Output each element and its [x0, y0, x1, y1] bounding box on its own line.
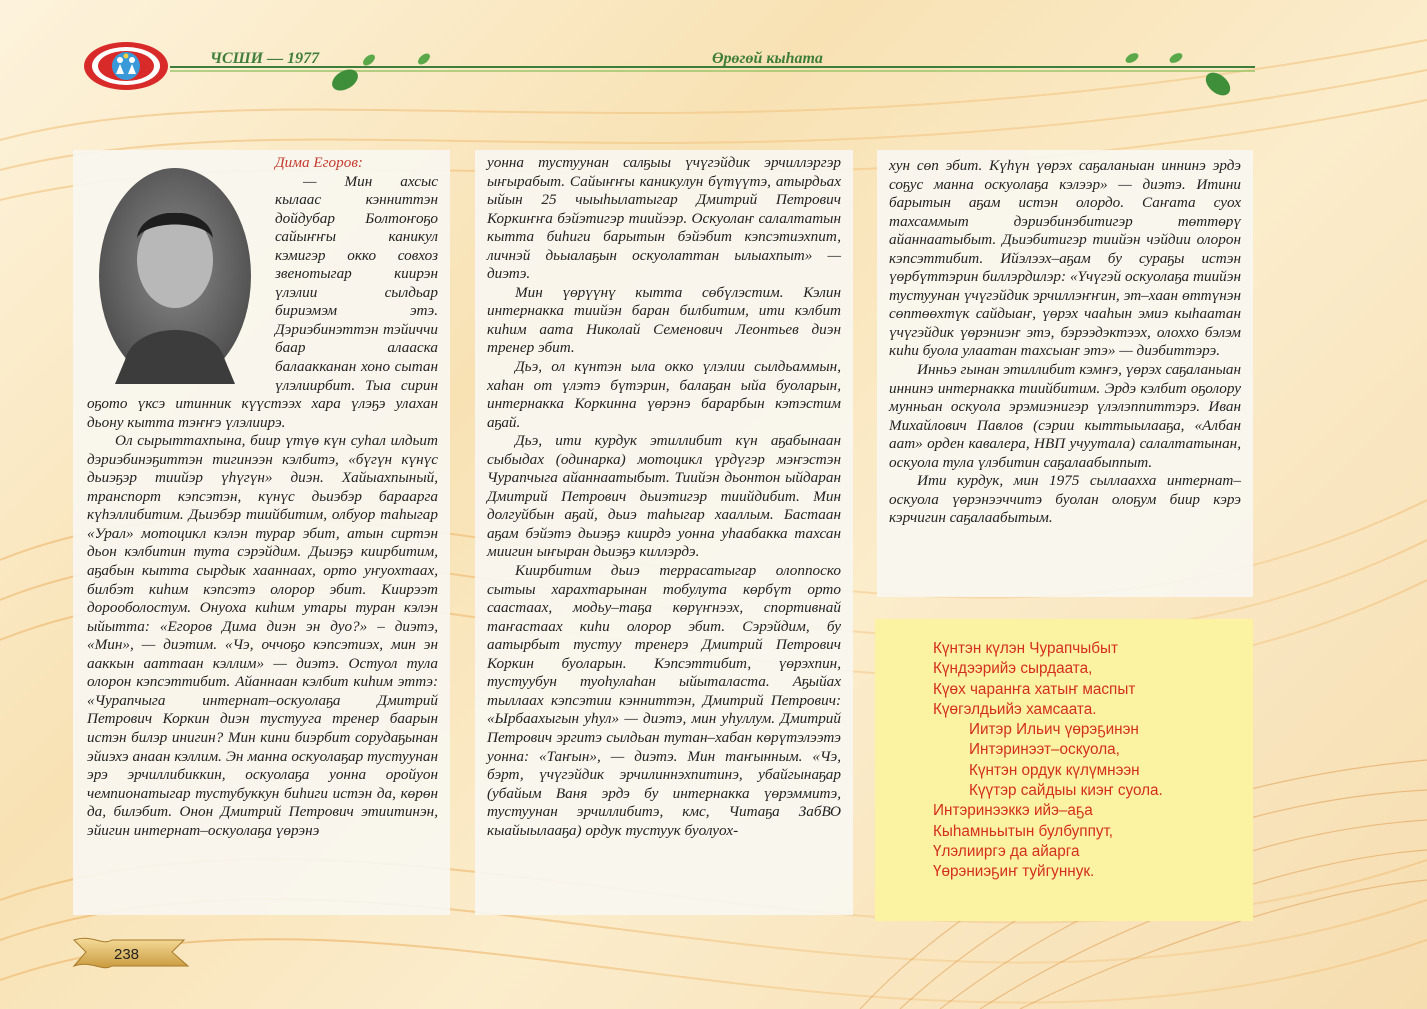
portrait-photo — [85, 160, 265, 392]
poem-line: Күөх чаранҥа хатыҥ маспыт — [933, 680, 1136, 698]
page-header — [0, 0, 1427, 110]
article-paragraph: Киирбитим дьиэ террасатыгар олоппоско сытыы харахтарынан тобулута көрбүт орто саастаах, модьу–таҕа көрүҥнээх, спортивнай таҥастаах киһи олорор эбит. Сэрэйдим, бу аатырбыт тустуу тренерэ Дмитрий Петрович Коркин буоларын. Кэпсэттибит, үөрэхпин, тустуубун туоһулаһан ыйыталаста. Аҕыйах тыллаах кэпсэтии кэнниттэн, Дмитрий Петрович: «Ырбаахыгын уһул» — диэтэ, мин уһуллум. Дмитрий Петрович эргитэ сылдьан тутан–хабан көрүтэлээтэ уонна: «Таҥын», — диэтэ. Мин таҥынным. «Чэ, бэрт, үчүгэйдик эрчилиннэхпитинэ, убайгынаҕар (убайым Ваня эрдэ бу интернакка үөрэммитэ, тустуунан эрчиллибитэ, кмс, Читаҕа ЗабВО кыайыылааҕа) ордук тустуук буолуох- — [487, 562, 841, 839]
poem-line: Күнтэн күлэн Чурапчыбыт — [933, 640, 1118, 657]
article-paragraph: Ол сырыттахпына, биир үтүө күн суһал илдьит дэриэбинэҕиттэн тигинээн кэлбитэ, «бүгүн күнүс дьиэҕэр тиийэр үһүгүн» диэн. Хайыахпыный, транспорт кэпсэтэн, күнүс дьиэбэр бараарга күһэллибитим. Дьиэбэр тиийбитим, олбуор таһыгар «Урал» мотоцикл кэлэн турар эбит, атын сиртэн дьон кэлбитин тута сэрэйдим. Дьиэҕэ киирбитим, аҕабын кытта сырдык хааннаах, орто уҥуохтаах, билбэт киһим кэпсэтэ олорор эбит. Киирээт дорооболостум. Онуоха киһим утары туран кэлэн ыйытта: «Егоров Дима диэн эн дуо?» – диэтэ, «Мин», — диэтим. «Чэ, оччоҕо кэпсэтиэх, мин эн ааккын ааттаан кэллим» — диэтэ. Остуол тула олорон кэпсэттибит. Айаннаан кэлбит киһим эттэ: «Чурапчыга интернат–оскуолаҕа Дмитрий Петрович Коркин диэн тустууга тренер баарын истэн билэр инигин? Мин кини биэрбит сорудаҕынан эйиэхэ анаан кэллим. Эн манна оскуолаҕар тустуунан эрэ эрчиллибиккин, оскуолаҕа уонна оройуон чемпионатыгар тустубуккун биһиги истэн да, көрөн да, билэбит. Онон Дмитрий Петрович этиитинэн, эйигин интернат–оскуолаҕа үөрэнэ — [87, 432, 438, 839]
leaf-icon — [410, 50, 440, 70]
poem-line: Интэринээт–оскуола, — [969, 741, 1120, 759]
header-right-title: Өрөгөй кыһата — [712, 50, 823, 67]
article-paragraph: Ити курдук, мин 1975 сыллаахха интернат–оскуола үөрэнээччитэ буолан олоҕум биир кэрэ кэрчигин саҕалаабытым. — [889, 472, 1241, 527]
page-number: 238 — [114, 946, 140, 963]
article-column-3 — [877, 150, 1253, 597]
poem-line: Интэринээккэ ийэ–аҕа — [933, 802, 1093, 820]
article-paragraph: Дьэ, ити курдук этиллибит күн аҕабынаан сыбыдах (одинарка) мотоцикл үрдүгэр мэҥэстэн Чурапчыга айаннаатыбыт. Тиийэн дьонтон ыйдаран Дмитрий Петрович дьиэтигэр тиийдибит. Мин долгуйбын аҕай, дьиэ таһыгар хааллым. Бастаан аҕам бэйэтэ дьиэҕэ киирдэ уонна уһаабакка тахсан миигин ыҥыран дьиэҕэ киллэрдэ. — [487, 432, 841, 561]
article-column-2 — [475, 150, 853, 915]
poem-line: Күнтэн ордук күлүмнээн — [969, 761, 1140, 779]
article-paragraph: — Мин ахсыс кылаас кэнниттэн дойдубар Болтоҥоҕо сайыҥҥы каникул кэмигэр окко совхоз звенотыгар киирэн үлэлии сылдьар бириэмэм этэ. Дэриэбинэттэн тэйиччи баар алааска балаакканан хоно сытан үлэлиирбит. Тыа сирин оҕото үксэ итинник күүстээх хара үлэҕэ улахан дьону кытта тэҥҥэ үлэлиирэ. — [87, 172, 438, 431]
article-column-1 — [73, 150, 450, 915]
article-paragraph: Дьэ, ол күнтэн ыла окко үлэлии сылдьаммын, хаһан от үлэтэ бүтэрин, балаҕан ыйа буоларын, интернакка Коркинна үөрэнэ барарбын кэтэстим аҕай. — [487, 358, 841, 431]
poem-line: Үлэлииргэ да айарга — [933, 842, 1080, 860]
article-paragraph: Инньэ гынан этиллибит кэмҥэ, үөрэх саҕаланыан иннинэ интернакка тиийбитим. Эрдэ кэлбит оҕолору мунньан оскуола эрэмиэнигэр үлэлэппиттэрэ. Иван Михайлович Павлов (сэрии кыттыылааҕа, «Албан аат» орден кавалера, НВП учуутала) салалтатынан, оскуола тула үлэбитин саҕалаабыппыт. — [889, 361, 1241, 471]
poem-line: Кыһамньытын булбуппут, — [933, 822, 1114, 840]
poem-line: Иитэр Ильич үөрэҕинэн — [969, 721, 1139, 739]
article-paragraph: Мин үөрүүнү кытта сөбүлэстим. Кэлин интернакка тиийэн баран билбитим, ити кэлбит киһим аата Николай Семенович Леонтьев диэн тренер эбит. — [487, 283, 841, 357]
header-left-title: ЧСШИ — 1977 — [210, 50, 320, 67]
article-paragraph: хун сөп эбит. Күһүн үөрэх саҕаланыан иннинэ эрдэ соҕус манна оскуолаҕа кэлээр» — диэтэ. Итини барытын аҕам истэн олордо. Саҥата суох тахсаммыт дэриэбинэбитигэр төттөрү айаннаатыбыт. Дьиэбитигэр тиийэн чэйдии олорон кэпсэттибит. Ийэлээх–аҕам бу сураҕы истэн үөрбүттэрин биллэрдилэр: «Үчүгэй оскуолаҕа тиийэн тустуунан үчүгэйдик эрчиллэҥҥин, эт–хаан өттүнэн сөптөөхтүк сайдыаҥ, үөрэх чааһын эмиэ кыһаатан үчүгэйдик үөрэниэҥ этэ, бэрээдэктээх, олоххо бэлэм киһи буола улаатан тахсыаҥ этэ» — диэбиттэрэ. — [889, 157, 1241, 360]
article-author: Дима Егоров: — [275, 154, 363, 171]
article-paragraph: уонна тустуунан салҕыы үчүгэйдик эрчиллэргэр ыҥырабыт. Сайыҥҥы каникулун бүтүүтэ, атырдьах ыйын 25 чыыһылатыгар Дмитрий Петрович Коркиҥҥа бэйэтигэр тиийээр. Оскуолаҥ салалтатын кытта биһиги барытын бэйэбит кэпсэтиэхпит, личнэй дьыалаҕын оскуолаттан ылыахпыт» — диэтэ. — [487, 154, 841, 283]
poem-box — [875, 619, 1253, 921]
poem-line: Күөгэлдьийэ хамсаата. — [933, 700, 1097, 718]
leaf-icon — [1120, 48, 1240, 108]
leaf-icon — [325, 50, 385, 100]
poem-line: Үөрэниэҕиҥ туйгуннук. — [933, 863, 1095, 881]
poem-line: Күүтэр сайдыы киэҥ суола. — [969, 782, 1163, 800]
poem-line: Күндээрийэ сырдаата, — [933, 660, 1093, 678]
